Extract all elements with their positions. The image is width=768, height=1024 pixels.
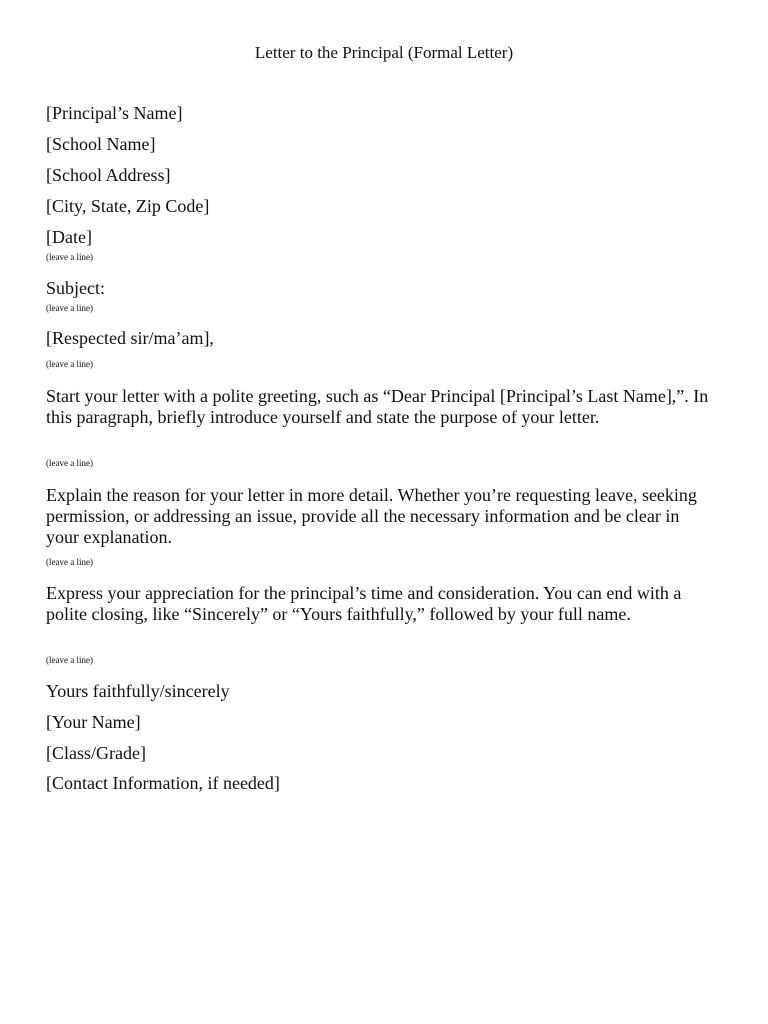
subject-line: Subject: — [46, 278, 105, 298]
leave-line-note: (leave a line) — [46, 557, 93, 567]
document-title: Letter to the Principal (Formal Letter) — [254, 43, 514, 62]
city-state-zip-line: [City, State, Zip Code] — [46, 196, 210, 216]
leave-line-note: (leave a line) — [46, 303, 93, 313]
leave-line-note: (leave a line) — [46, 655, 93, 665]
date-line: [Date] — [46, 227, 92, 247]
sign-off-line: Yours faithfully/sincerely — [46, 681, 230, 701]
school-name-line: [School Name] — [46, 134, 156, 154]
principal-name-line: [Principal’s Name] — [46, 103, 183, 123]
your-name-line: [Your Name] — [46, 712, 141, 732]
body-paragraph-closing: Express your appreciation for the principal’s time and consideration. You can end with a polite closing, like “Sincerely” or “Yours faithfully,” followed by your full name. — [46, 583, 682, 624]
class-grade-line: [Class/Grade] — [46, 743, 146, 763]
body-paragraph-details: Explain the reason for your letter in more detail. Whether you’re requesting leave, seeking permission, or addressing an issue, provide all the necessary information and be clear in your explanation. — [46, 485, 697, 547]
leave-line-note: (leave a line) — [46, 458, 93, 468]
body-paragraph-intro: Start your letter with a polite greeting, such as “Dear Principal [Principal’s Last Name],”. In this paragraph, briefly introduce yourself and state the purpose of your letter. — [46, 386, 709, 427]
contact-info-line: [Contact Information, if needed] — [46, 773, 280, 793]
leave-line-note: (leave a line) — [46, 359, 93, 369]
salutation-line: [Respected sir/ma’am], — [46, 328, 214, 348]
school-address-line: [School Address] — [46, 165, 171, 185]
leave-line-note: (leave a line) — [46, 252, 93, 262]
